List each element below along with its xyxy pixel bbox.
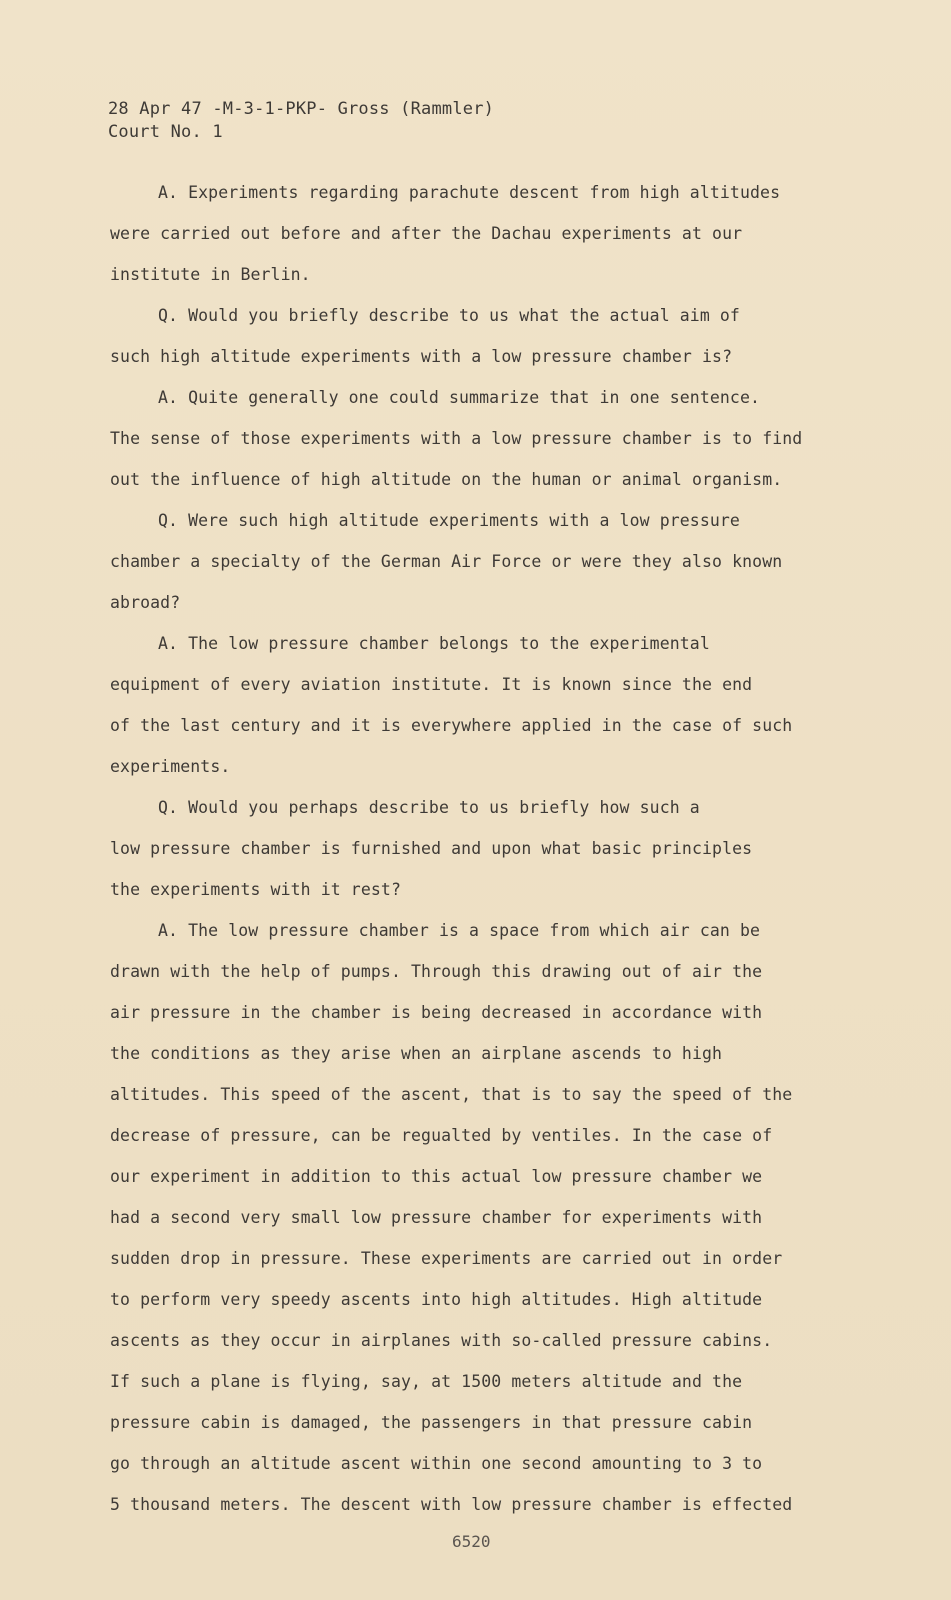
transcript-line: altitudes. This speed of the ascent, that is to say the speed of the [110,1085,793,1104]
transcript-line: chamber a specialty of the German Air Force or were they also known [110,552,783,571]
transcript-line: A. Quite generally one could summarize that in one sentence. [158,388,761,407]
transcript-line: equipment of every aviation institute. It is known since the end [110,675,753,694]
transcript-line: If such a plane is flying, say, at 1500 meters altitude and the [110,1372,743,1391]
header-session-line: 28 Apr 47 -M-3-1-PKP- Gross (Rammler) [108,99,495,119]
document-header [108,98,494,144]
transcript-line: Q. Would you briefly describe to us what the actual aim of [158,306,740,325]
transcript-line: Q. Would you perhaps describe to us briefly how such a [158,798,700,817]
transcript-line: A. Experiments regarding parachute descent from high altitudes [158,183,781,202]
transcript-line: go through an altitude ascent within one second amounting to 3 to [110,1454,763,1473]
transcript-line: to perform very speedy ascents into high altitudes. High altitude [110,1290,763,1309]
transcript-line: such high altitude experiments with a low pressure chamber is? [110,347,733,366]
transcript-line: air pressure in the chamber is being decreased in accordance with [110,1003,763,1022]
transcript-line: the conditions as they arise when an airplane ascends to high [110,1044,723,1063]
transcript-line: low pressure chamber is furnished and upon what basic principles [110,839,753,858]
transcript-line: of the last century and it is everywhere applied in the case of such [110,716,793,735]
transcript-line: out the influence of high altitude on the human or animal organism. [110,470,783,489]
transcript-line: the experiments with it rest? [110,880,401,899]
transcript-line: decrease of pressure, can be regualted by ventiles. In the case of [110,1126,773,1145]
transcript-line: 5 thousand meters. The descent with low pressure chamber is effected [110,1495,793,1514]
transcript-line: our experiment in addition to this actual low pressure chamber we [110,1167,763,1186]
header-court-line: Court No. 1 [108,122,223,142]
transcript-body [110,172,822,1525]
transcript-line: ascents as they occur in airplanes with so-called pressure cabins. [110,1331,773,1350]
transcript-line: institute in Berlin. [110,265,311,284]
transcript-line: The sense of those experiments with a low pressure chamber is to find [110,429,803,448]
transcript-line: sudden drop in pressure. These experiments are carried out in order [110,1249,783,1268]
transcript-line: Q. Were such high altitude experiments with a low pressure [158,511,740,530]
transcript-line: A. The low pressure chamber is a space from which air can be [158,921,761,940]
transcript-line: drawn with the help of pumps. Through this drawing out of air the [110,962,763,981]
transcript-line: abroad? [110,593,181,612]
transcript-line: had a second very small low pressure chamber for experiments with [110,1208,763,1227]
transcript-line: A. The low pressure chamber belongs to the experimental [158,634,710,653]
transcript-line: pressure cabin is damaged, the passengers in that pressure cabin [110,1413,753,1432]
transcript-line: experiments. [110,757,231,776]
page-number: 6520 [452,1532,491,1551]
transcript-line: were carried out before and after the Dachau experiments at our [110,224,743,243]
